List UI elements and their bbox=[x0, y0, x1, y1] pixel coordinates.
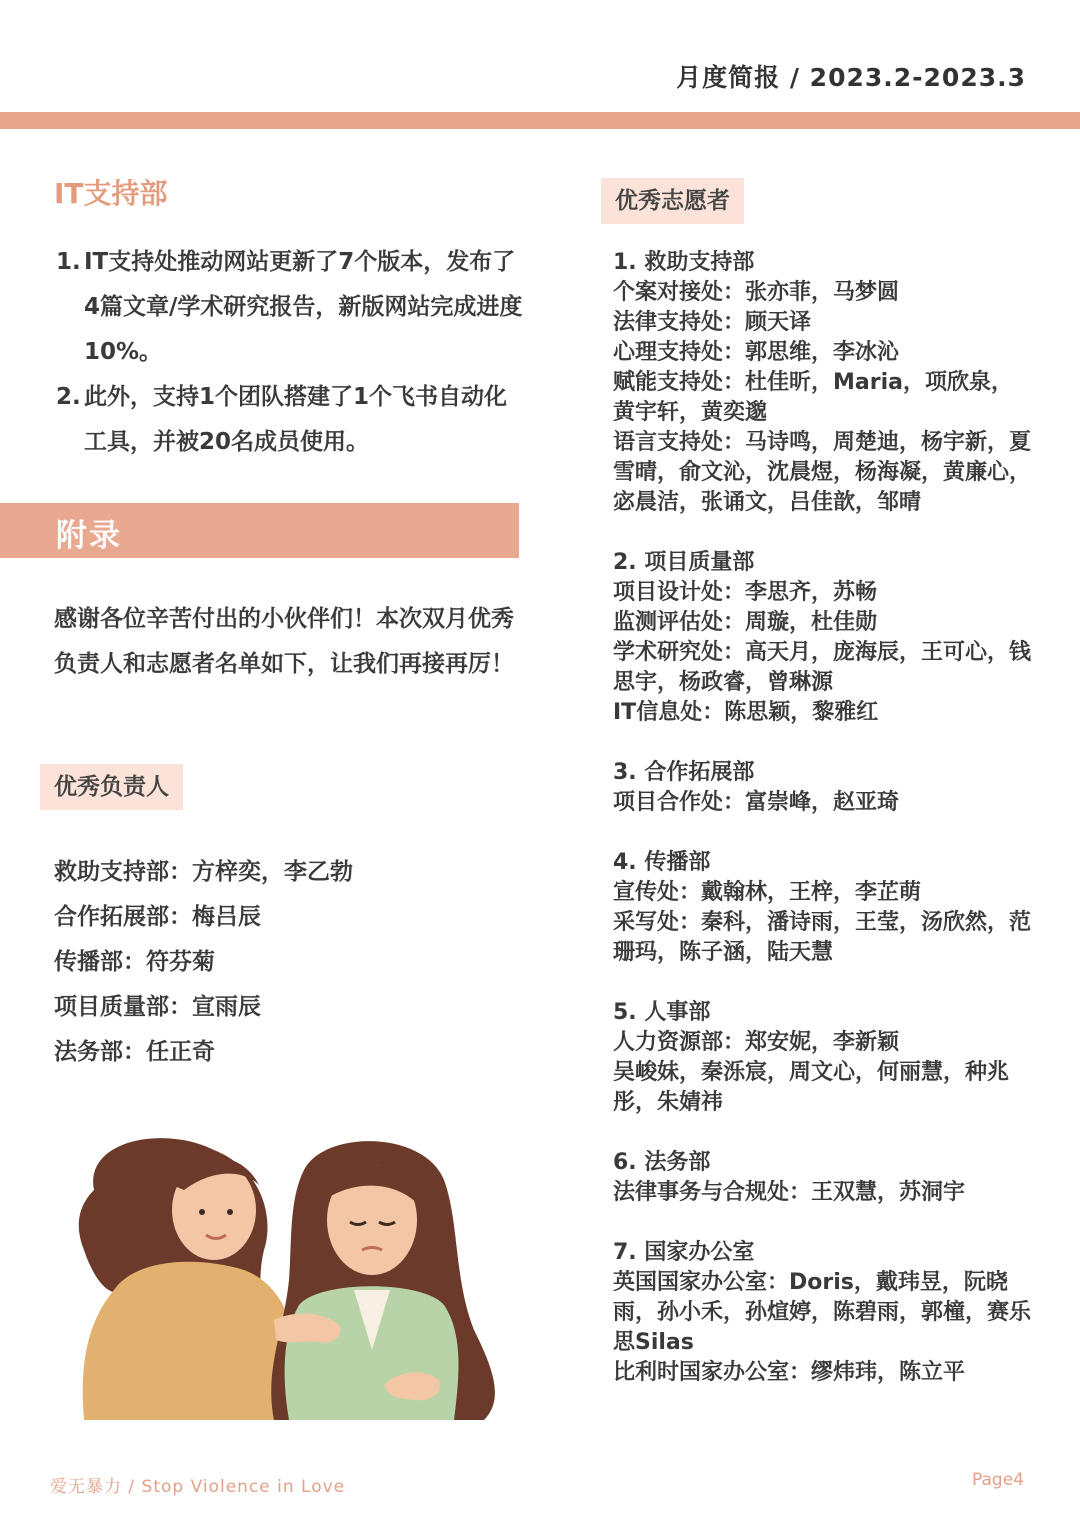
department-name: 2. 项目质量部 bbox=[613, 550, 755, 575]
department-name: 5. 人事部 bbox=[613, 1000, 711, 1025]
department-block bbox=[613, 998, 1033, 1118]
volunteer-line: 法律事务与合规处：王双慧，苏洞宇 bbox=[613, 1180, 966, 1205]
list-text: 此外，支持1个团队搭建了1个飞书自动化工具，并被20名成员使用。 bbox=[84, 384, 508, 455]
volunteer-line: 监测评估处：周璇，杜佳勋 bbox=[613, 610, 878, 635]
department-name: 6. 法务部 bbox=[613, 1150, 711, 1175]
leaders-tag: 优秀负责人 bbox=[40, 764, 183, 810]
volunteer-line: 项目设计处：李思齐，苏畅 bbox=[613, 580, 878, 605]
department-block bbox=[613, 848, 1033, 968]
volunteer-line: 英国国家办公室：Doris，戴玮昱，阮晓雨，孙小禾，孙煊婷，陈碧雨，郭橦，赛乐思Silas bbox=[613, 1270, 1032, 1355]
volunteer-line: IT信息处：陈思颖，黎雅红 bbox=[613, 700, 879, 725]
header-divider bbox=[0, 112, 1080, 129]
leaders-list bbox=[54, 850, 353, 1075]
volunteer-line: 人力资源部：郑安妮，李新颖 bbox=[613, 1030, 900, 1055]
volunteers-tag: 优秀志愿者 bbox=[601, 178, 744, 224]
volunteer-line: 个案对接处：张亦菲，马梦圆 bbox=[613, 280, 900, 305]
it-section-title: IT支持部 bbox=[54, 177, 168, 210]
volunteer-line: 项目合作处：富崇峰，赵亚琦 bbox=[613, 790, 900, 815]
volunteer-line: 采写处：秦科，潘诗雨，王莹，汤欣然，范珊玛，陈子涵，陆天慧 bbox=[613, 910, 1032, 965]
department-block bbox=[613, 1238, 1033, 1388]
department-block bbox=[613, 548, 1033, 728]
department-name: 1. 救助支持部 bbox=[613, 250, 755, 275]
list-item bbox=[56, 240, 526, 375]
volunteer-line: 宣传处：戴翰林，王梓，李芷萌 bbox=[613, 880, 922, 905]
volunteer-line: 赋能支持处：杜佳昕，Maria，项欣泉，黄宇轩，黄奕邈 bbox=[613, 370, 1013, 425]
volunteer-line: 心理支持处：郭思维，李冰沁 bbox=[613, 340, 900, 365]
footer-brand: 爱无暴力 / Stop Violence in Love bbox=[50, 1477, 346, 1497]
list-text: IT支持处推动网站更新了7个版本，发布了4篇文章/学术研究报告，新版网站完成进度10%。 bbox=[84, 249, 523, 365]
department-block bbox=[613, 1148, 1033, 1208]
it-section-list bbox=[56, 240, 526, 465]
department-name: 7. 国家办公室 bbox=[613, 1240, 755, 1265]
volunteer-line: 语言支持处：马诗鸣，周楚迪，杨宇新，夏雪晴，俞文沁，沈晨煜，杨海凝，黄廉心，宓晨洁，张诵文，吕佳歆，邹晴 bbox=[613, 430, 1032, 515]
department-block bbox=[613, 248, 1033, 518]
page-number: Page4 bbox=[972, 1470, 1024, 1490]
volunteer-line: 法律支持处：顾天译 bbox=[613, 310, 812, 335]
department-name: 4. 传播部 bbox=[613, 850, 711, 875]
thanks-paragraph: 感谢各位辛苦付出的小伙伴们！本次双月优秀负责人和志愿者名单如下，让我们再接再厉！ bbox=[54, 606, 514, 677]
appendix-title: 附录 bbox=[56, 518, 122, 554]
list-number: 1. bbox=[56, 249, 81, 275]
comforting-women-illustration bbox=[54, 1130, 524, 1420]
volunteers-list bbox=[613, 248, 1033, 1388]
department-name: 3. 合作拓展部 bbox=[613, 760, 755, 785]
volunteer-line: 吴峻妹，秦泺宸，周文心，何丽慧，种兆彤，朱婧祎 bbox=[613, 1060, 1010, 1115]
leader-item: 救助支持部：方梓奕，李乙勃 bbox=[54, 859, 353, 885]
volunteer-line: 比利时国家办公室：缪炜玮，陈立平 bbox=[613, 1360, 966, 1385]
newsletter-title: 月度简报 / 2023.2-2023.3 bbox=[676, 63, 1026, 92]
volunteer-line: 学术研究处：高天月，庞海辰，王可心，钱思宇，杨政睿，曾琳源 bbox=[613, 640, 1032, 695]
leader-item: 法务部：任正奇 bbox=[54, 1039, 215, 1065]
list-item bbox=[56, 375, 526, 465]
department-block bbox=[613, 758, 1033, 818]
leader-item: 合作拓展部：梅吕辰 bbox=[54, 904, 261, 930]
list-number: 2. bbox=[56, 384, 81, 410]
leader-item: 传播部：符芬菊 bbox=[54, 949, 215, 975]
leader-item: 项目质量部：宣雨辰 bbox=[54, 994, 261, 1020]
